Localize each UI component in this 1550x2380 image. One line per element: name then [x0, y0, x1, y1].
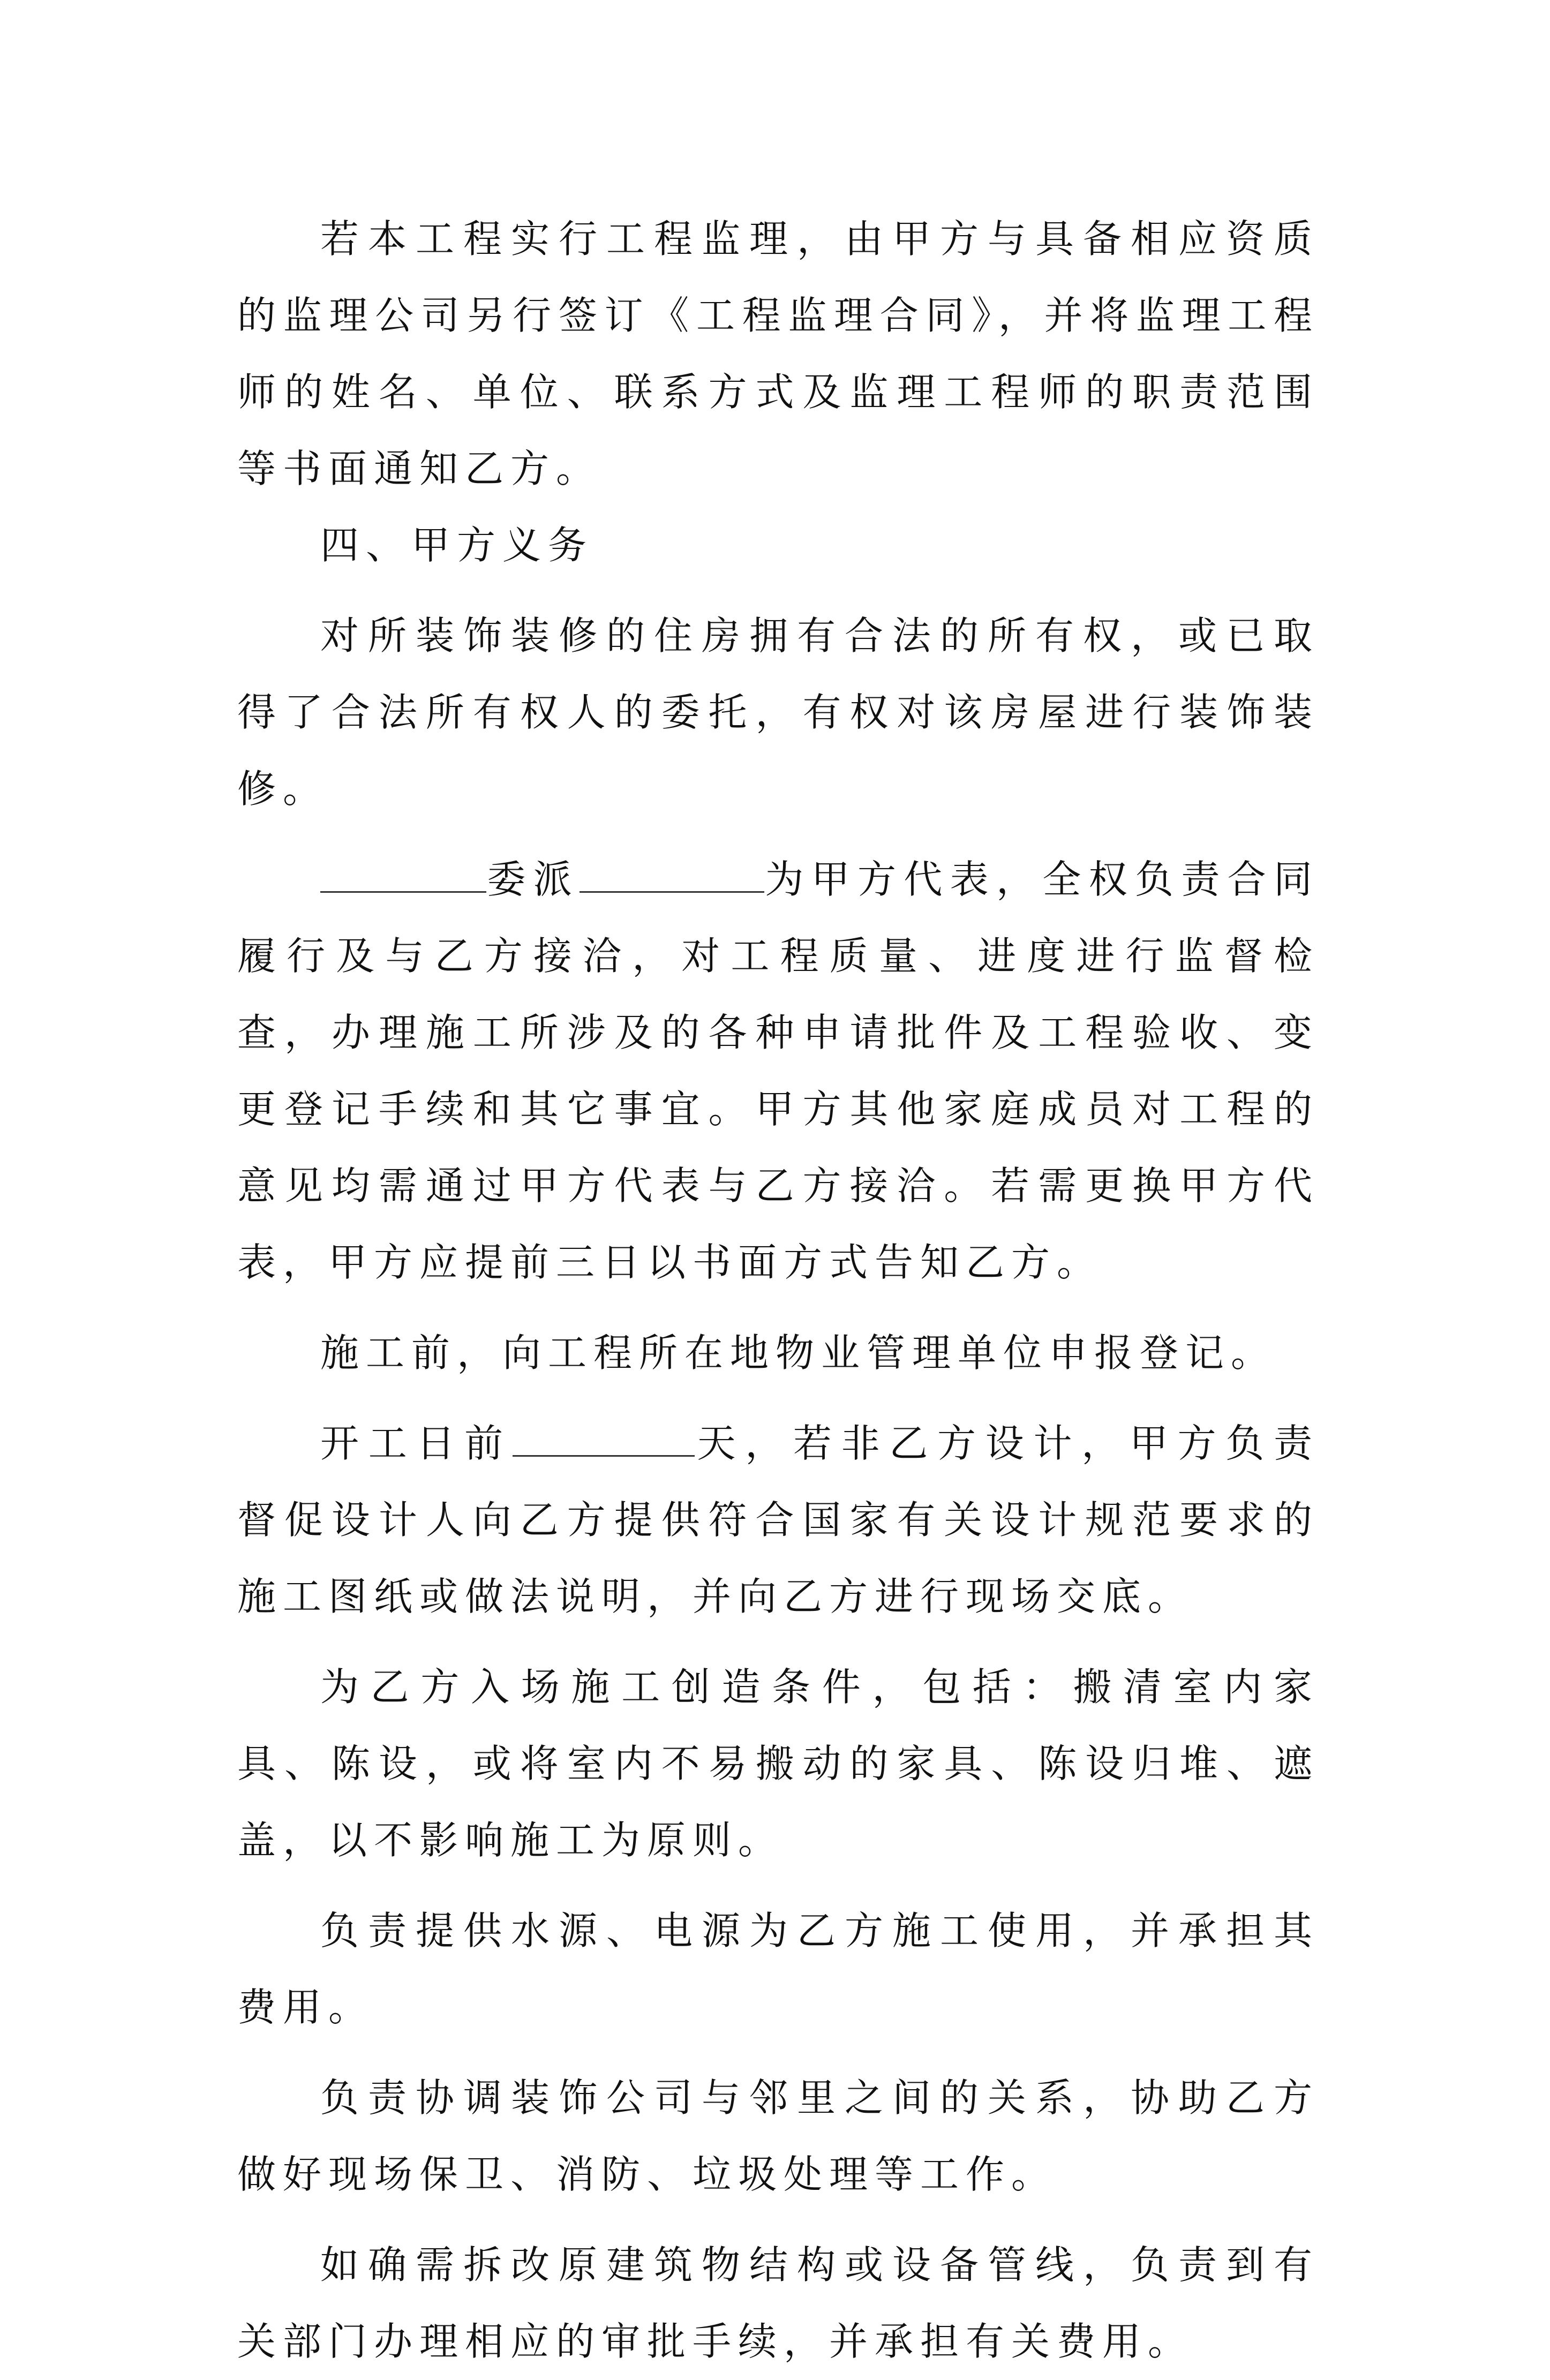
- document-body: [237, 201, 1319, 2380]
- paragraph-representative: [237, 841, 1319, 1301]
- text-delegate: 委派: [486, 857, 580, 902]
- text-after-days: 天，若非乙方设计，甲方负责督促设计人向乙方提供符合国家有关设计规范要求的施工图纸或做法说明，并向乙方进行现场交底。: [237, 1421, 1319, 1619]
- blank-field-delegator[interactable]: [320, 854, 486, 893]
- paragraph-structural-approval: 如确需拆改原建筑物结构或设备管线，负责到有关部门办理相应的审批手续，并承担有关费用。: [237, 2242, 1319, 2364]
- text-representative-duties: 为甲方代表，全权负责合同履行及与乙方接洽，对工程质量、进度进行监督检查，办理施工所涉及的各种申请批件及工程验收、变更登记手续和其它事宜。甲方其他家庭成员对工程的意见均需通过甲方代表与乙方接洽。若需更换甲方代表，甲方应提前三日以书面方式告知乙方。: [237, 857, 1319, 1285]
- text-before-days: 开工日前: [320, 1421, 513, 1466]
- paragraph-utilities: 负责提供水源、电源为乙方施工使用，并承担其费用。: [237, 1908, 1319, 2030]
- paragraph-ownership: 对所装饰装修的住房拥有合法的所有权，或已取得了合法所有权人的委托，有权对该房屋进行装饰装修。: [237, 613, 1319, 811]
- paragraph-supervision: 若本工程实行工程监理，由甲方与具备相应资质的监理公司另行签订《工程监理合同》，并将监理工程师的姓名、单位、联系方式及监理工程师的职责范围等书面通知乙方。: [237, 216, 1319, 491]
- paragraph-site-preparation: 为乙方入场施工创造条件，包括：搬清室内家具、陈设，或将室内不易搬动的家具、陈设归堆、遮盖，以不影响施工为原则。: [237, 1665, 1319, 1863]
- blank-field-representative[interactable]: [580, 854, 764, 893]
- blank-field-days[interactable]: [513, 1418, 695, 1457]
- section-heading-party-a-obligations: 四、甲方义务: [320, 523, 594, 568]
- paragraph-neighbor-coordination: 负责协调装饰公司与邻里之间的关系，协助乙方做好现场保卫、消防、垃圾处理等工作。: [237, 2075, 1319, 2197]
- paragraph-registration: 施工前，向工程所在地物业管理单位申报登记。: [320, 1330, 1277, 1375]
- paragraph-design-drawings: [237, 1405, 1319, 1635]
